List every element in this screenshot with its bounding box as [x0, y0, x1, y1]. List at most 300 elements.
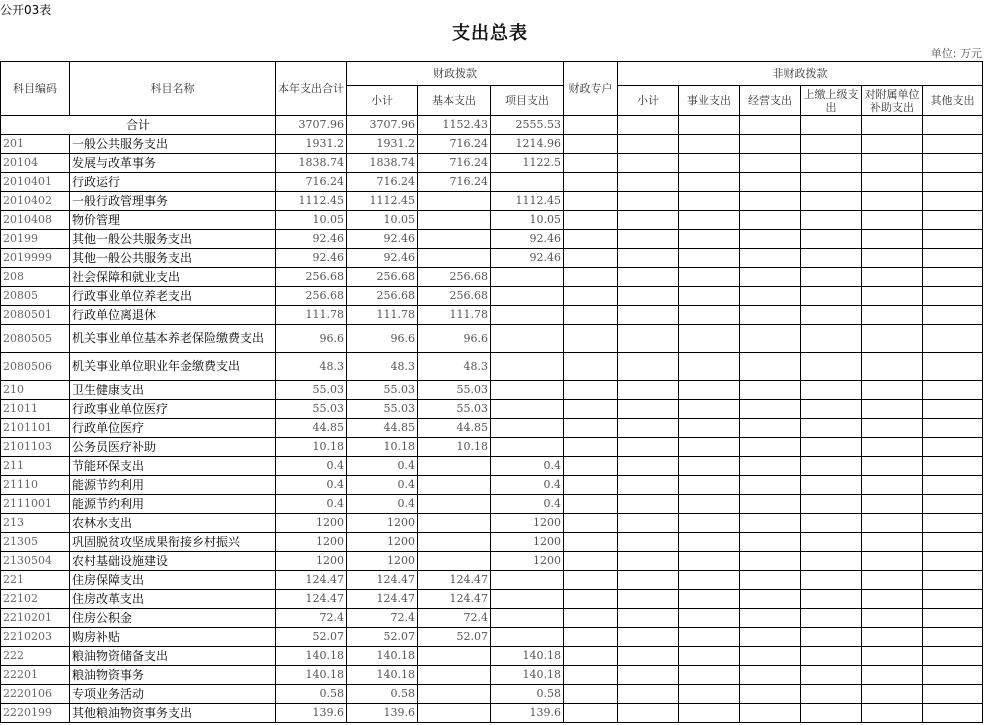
- cell: [618, 135, 679, 154]
- cell: [862, 325, 923, 353]
- cell: [923, 552, 983, 571]
- row-fiscal-project: 0.4: [491, 476, 564, 495]
- cell: [923, 476, 983, 495]
- table-row: [1, 135, 983, 154]
- row-fiscal-basic: [418, 476, 491, 495]
- row-code: 22102: [1, 590, 70, 609]
- row-fiscal-project: [491, 419, 564, 438]
- cell: [862, 154, 923, 173]
- table-row: [1, 704, 983, 723]
- cell: [740, 135, 801, 154]
- cell: [801, 685, 862, 704]
- cell: [564, 306, 618, 325]
- cell: [564, 438, 618, 457]
- cell: [679, 495, 740, 514]
- table-row: [1, 249, 983, 268]
- row-fiscal-project: 1122.5: [491, 154, 564, 173]
- cell: [679, 704, 740, 723]
- cell: [923, 325, 983, 353]
- row-code: 22201: [1, 666, 70, 685]
- total-fiscal-subtotal: 3707.96: [347, 116, 418, 135]
- cell: [740, 211, 801, 230]
- row-total: 55.03: [276, 400, 347, 419]
- row-total: 140.18: [276, 666, 347, 685]
- row-code: 2019999: [1, 249, 70, 268]
- row-code: 211: [1, 457, 70, 476]
- row-code: 21110: [1, 476, 70, 495]
- row-code: 2080505: [1, 325, 70, 353]
- table-row: [1, 353, 983, 381]
- row-name: 住房保障支出: [70, 571, 276, 590]
- cell: [618, 116, 679, 135]
- row-fiscal-subtotal: 716.24: [347, 173, 418, 192]
- table-row: [1, 628, 983, 647]
- row-total: 92.46: [276, 249, 347, 268]
- cell: [740, 609, 801, 628]
- row-name: 行政事业单位养老支出: [70, 287, 276, 306]
- cell: [679, 685, 740, 704]
- cell: [618, 666, 679, 685]
- row-total: 0.58: [276, 685, 347, 704]
- cell: [923, 514, 983, 533]
- row-fiscal-project: [491, 173, 564, 192]
- cell: [618, 495, 679, 514]
- cell: [923, 154, 983, 173]
- row-total: 72.4: [276, 609, 347, 628]
- cell: [801, 438, 862, 457]
- row-fiscal-project: [491, 306, 564, 325]
- row-code: 208: [1, 268, 70, 287]
- table-row: [1, 325, 983, 353]
- row-fiscal-basic: [418, 704, 491, 723]
- row-fiscal-basic: 44.85: [418, 419, 491, 438]
- header-row-1: [1, 62, 983, 86]
- row-name: 能源节约利用: [70, 476, 276, 495]
- row-fiscal-project: 1200: [491, 514, 564, 533]
- row-name: 其他一般公共服务支出: [70, 230, 276, 249]
- cell: [923, 173, 983, 192]
- cell: [801, 306, 862, 325]
- cell: [862, 704, 923, 723]
- cell: [740, 457, 801, 476]
- cell: [862, 211, 923, 230]
- cell: [740, 116, 801, 135]
- row-fiscal-basic: 10.18: [418, 438, 491, 457]
- row-fiscal-project: [491, 381, 564, 400]
- cell: [801, 400, 862, 419]
- row-fiscal-basic: 48.3: [418, 353, 491, 381]
- row-name: 卫生健康支出: [70, 381, 276, 400]
- cell: [679, 590, 740, 609]
- cell: [679, 628, 740, 647]
- row-code: 2210201: [1, 609, 70, 628]
- row-code: 20199: [1, 230, 70, 249]
- row-name: 机关事业单位基本养老保险缴费支出: [70, 325, 276, 353]
- cell: [862, 173, 923, 192]
- cell: [923, 419, 983, 438]
- table-row: [1, 457, 983, 476]
- cell: [564, 514, 618, 533]
- cell: [618, 325, 679, 353]
- row-name: 农村基础设施建设: [70, 552, 276, 571]
- cell: [801, 135, 862, 154]
- cell: [618, 154, 679, 173]
- cell: [564, 419, 618, 438]
- row-name: 粮油物资事务: [70, 666, 276, 685]
- total-fiscal-basic: 1152.43: [418, 116, 491, 135]
- cell: [618, 476, 679, 495]
- row-fiscal-subtotal: 124.47: [347, 590, 418, 609]
- cell: [801, 552, 862, 571]
- cell: [923, 192, 983, 211]
- cell: [740, 154, 801, 173]
- cell: [801, 514, 862, 533]
- cell: [923, 609, 983, 628]
- col-header-nonfiscal-operating: 经营支出: [740, 86, 801, 116]
- cell: [618, 514, 679, 533]
- table-row: [1, 438, 983, 457]
- table-row: [1, 211, 983, 230]
- row-fiscal-subtotal: 1200: [347, 533, 418, 552]
- cell: [679, 400, 740, 419]
- row-name: 一般行政管理事务: [70, 192, 276, 211]
- row-name: 行政单位离退休: [70, 306, 276, 325]
- cell: [618, 192, 679, 211]
- cell: [801, 287, 862, 306]
- row-fiscal-project: [491, 400, 564, 419]
- row-fiscal-basic: [418, 533, 491, 552]
- cell: [862, 609, 923, 628]
- row-code: 213: [1, 514, 70, 533]
- row-name: 粮油物资储备支出: [70, 647, 276, 666]
- row-fiscal-basic: 716.24: [418, 173, 491, 192]
- row-code: 21305: [1, 533, 70, 552]
- cell: [679, 419, 740, 438]
- row-fiscal-project: [491, 353, 564, 381]
- row-fiscal-subtotal: 0.58: [347, 685, 418, 704]
- cell: [618, 249, 679, 268]
- row-fiscal-basic: 124.47: [418, 571, 491, 590]
- cell: [923, 704, 983, 723]
- row-code: 2220106: [1, 685, 70, 704]
- cell: [801, 476, 862, 495]
- row-total: 10.05: [276, 211, 347, 230]
- cell: [801, 457, 862, 476]
- table-row: [1, 609, 983, 628]
- row-fiscal-basic: [418, 495, 491, 514]
- row-fiscal-subtotal: 124.47: [347, 571, 418, 590]
- row-name: 节能环保支出: [70, 457, 276, 476]
- row-code: 210: [1, 381, 70, 400]
- row-name: 物价管理: [70, 211, 276, 230]
- row-fiscal-project: 1112.45: [491, 192, 564, 211]
- table-row: [1, 476, 983, 495]
- cell: [618, 419, 679, 438]
- col-header-nonfiscal-subsidy: 对附属单位补助支出: [862, 86, 923, 116]
- col-header-nonfiscal-other: 其他支出: [923, 86, 983, 116]
- row-fiscal-basic: 256.68: [418, 268, 491, 287]
- cell: [740, 192, 801, 211]
- cell: [801, 647, 862, 666]
- cell: [862, 552, 923, 571]
- cell: [923, 135, 983, 154]
- row-code: 20805: [1, 287, 70, 306]
- row-total: 1200: [276, 514, 347, 533]
- row-fiscal-subtotal: 52.07: [347, 628, 418, 647]
- cell: [564, 381, 618, 400]
- row-fiscal-subtotal: 140.18: [347, 647, 418, 666]
- cell: [618, 230, 679, 249]
- row-fiscal-subtotal: 111.78: [347, 306, 418, 325]
- cell: [618, 590, 679, 609]
- cell: [740, 571, 801, 590]
- col-header-fiscal-group: 财政拨款: [347, 62, 564, 86]
- cell: [679, 211, 740, 230]
- col-header-total: 本年支出合计: [276, 62, 347, 116]
- row-name: 行政运行: [70, 173, 276, 192]
- table-row: [1, 173, 983, 192]
- row-total: 140.18: [276, 647, 347, 666]
- row-total: 10.18: [276, 438, 347, 457]
- cell: [801, 268, 862, 287]
- cell: [679, 135, 740, 154]
- row-fiscal-project: [491, 609, 564, 628]
- row-fiscal-project: [491, 438, 564, 457]
- cell: [679, 268, 740, 287]
- cell: [679, 353, 740, 381]
- row-name: 其他一般公共服务支出: [70, 249, 276, 268]
- cell: [801, 590, 862, 609]
- row-code: 2080506: [1, 353, 70, 381]
- cell: [740, 381, 801, 400]
- cell: [564, 647, 618, 666]
- table-row: [1, 419, 983, 438]
- cell: [618, 571, 679, 590]
- row-fiscal-project: [491, 287, 564, 306]
- table-row: [1, 306, 983, 325]
- table-row: [1, 533, 983, 552]
- row-name: 一般公共服务支出: [70, 135, 276, 154]
- row-total: 44.85: [276, 419, 347, 438]
- cell: [618, 306, 679, 325]
- row-code: 2111001: [1, 495, 70, 514]
- cell: [801, 628, 862, 647]
- col-header-fiscal-basic: 基本支出: [418, 86, 491, 116]
- row-code: 201: [1, 135, 70, 154]
- col-header-fiscal-special: 财政专户: [564, 62, 618, 116]
- cell: [923, 268, 983, 287]
- row-fiscal-basic: 72.4: [418, 609, 491, 628]
- row-name: 行政事业单位医疗: [70, 400, 276, 419]
- row-fiscal-basic: [418, 666, 491, 685]
- cell: [862, 438, 923, 457]
- total-label: 合计: [1, 116, 276, 135]
- cell: [618, 647, 679, 666]
- cell: [679, 154, 740, 173]
- cell: [618, 685, 679, 704]
- cell: [618, 552, 679, 571]
- row-fiscal-basic: [418, 249, 491, 268]
- row-fiscal-basic: 716.24: [418, 154, 491, 173]
- cell: [740, 306, 801, 325]
- cell: [618, 457, 679, 476]
- total-fiscal-project: 2555.53: [491, 116, 564, 135]
- table-row: [1, 495, 983, 514]
- col-header-nonfiscal-upper: 上缴上级支出: [801, 86, 862, 116]
- cell: [564, 173, 618, 192]
- row-fiscal-project: [491, 590, 564, 609]
- cell: [564, 211, 618, 230]
- cell: [862, 230, 923, 249]
- cell: [862, 647, 923, 666]
- cell: [923, 306, 983, 325]
- cell: [679, 552, 740, 571]
- row-total: 0.4: [276, 476, 347, 495]
- cell: [740, 628, 801, 647]
- cell: [618, 268, 679, 287]
- row-name: 专项业务活动: [70, 685, 276, 704]
- row-name: 能源节约利用: [70, 495, 276, 514]
- cell: [740, 514, 801, 533]
- row-fiscal-basic: [418, 514, 491, 533]
- row-fiscal-project: 92.46: [491, 230, 564, 249]
- cell: [679, 116, 740, 135]
- cell: [564, 249, 618, 268]
- cell: [679, 609, 740, 628]
- cell: [564, 590, 618, 609]
- table-row: [1, 268, 983, 287]
- row-fiscal-project: [491, 325, 564, 353]
- cell: [564, 552, 618, 571]
- cell: [801, 230, 862, 249]
- cell: [923, 590, 983, 609]
- row-fiscal-project: 1200: [491, 552, 564, 571]
- table-row: [1, 647, 983, 666]
- unit-label: 单位: 万元: [930, 47, 982, 60]
- cell: [923, 533, 983, 552]
- cell: [679, 666, 740, 685]
- cell: [618, 287, 679, 306]
- row-total: 1931.2: [276, 135, 347, 154]
- row-name: 其他粮油物资事务支出: [70, 704, 276, 723]
- cell: [618, 438, 679, 457]
- cell: [801, 704, 862, 723]
- row-total: 139.6: [276, 704, 347, 723]
- cell: [740, 647, 801, 666]
- row-name: 购房补贴: [70, 628, 276, 647]
- cell: [862, 666, 923, 685]
- row-code: 2080501: [1, 306, 70, 325]
- cell: [923, 211, 983, 230]
- row-fiscal-basic: 55.03: [418, 400, 491, 419]
- row-code: 2010402: [1, 192, 70, 211]
- row-fiscal-subtotal: 1931.2: [347, 135, 418, 154]
- cell: [564, 287, 618, 306]
- row-total: 0.4: [276, 457, 347, 476]
- row-fiscal-project: [491, 628, 564, 647]
- cell: [679, 457, 740, 476]
- cell: [679, 230, 740, 249]
- cell: [618, 211, 679, 230]
- cell: [862, 268, 923, 287]
- table-row: [1, 192, 983, 211]
- row-fiscal-subtotal: 140.18: [347, 666, 418, 685]
- row-fiscal-project: [491, 268, 564, 287]
- cell: [564, 495, 618, 514]
- col-header-fiscal-project: 项目支出: [491, 86, 564, 116]
- cell: [862, 116, 923, 135]
- row-name: 行政单位医疗: [70, 419, 276, 438]
- col-header-nonfiscal-business: 事业支出: [679, 86, 740, 116]
- row-total: 0.4: [276, 495, 347, 514]
- row-total: 92.46: [276, 230, 347, 249]
- form-id-label: 公开03表: [0, 3, 52, 17]
- row-fiscal-project: 140.18: [491, 647, 564, 666]
- cell: [923, 571, 983, 590]
- row-fiscal-basic: [418, 552, 491, 571]
- row-fiscal-basic: [418, 192, 491, 211]
- cell: [740, 325, 801, 353]
- table-row: [1, 381, 983, 400]
- row-fiscal-project: [491, 571, 564, 590]
- cell: [862, 400, 923, 419]
- row-code: 2010408: [1, 211, 70, 230]
- cell: [740, 173, 801, 192]
- cell: [740, 287, 801, 306]
- cell: [679, 249, 740, 268]
- cell: [862, 590, 923, 609]
- row-fiscal-subtotal: 256.68: [347, 268, 418, 287]
- row-fiscal-project: 140.18: [491, 666, 564, 685]
- row-name: 公务员医疗补助: [70, 438, 276, 457]
- cell: [564, 400, 618, 419]
- cell: [618, 353, 679, 381]
- row-code: 221: [1, 571, 70, 590]
- cell: [679, 173, 740, 192]
- cell: [923, 400, 983, 419]
- cell: [618, 173, 679, 192]
- cell: [923, 628, 983, 647]
- row-fiscal-subtotal: 96.6: [347, 325, 418, 353]
- cell: [862, 533, 923, 552]
- table-row: [1, 590, 983, 609]
- cell: [923, 495, 983, 514]
- cell: [923, 381, 983, 400]
- cell: [740, 476, 801, 495]
- cell: [618, 609, 679, 628]
- cell: [801, 353, 862, 381]
- cell: [862, 192, 923, 211]
- row-fiscal-basic: [418, 457, 491, 476]
- row-fiscal-subtotal: 1112.45: [347, 192, 418, 211]
- cell: [862, 306, 923, 325]
- col-header-name: 科目名称: [70, 62, 276, 116]
- row-fiscal-basic: 124.47: [418, 590, 491, 609]
- table-row: [1, 400, 983, 419]
- cell: [564, 192, 618, 211]
- row-fiscal-subtotal: 55.03: [347, 400, 418, 419]
- cell: [801, 571, 862, 590]
- row-total: 1838.74: [276, 154, 347, 173]
- cell: [801, 211, 862, 230]
- cell: [564, 230, 618, 249]
- row-fiscal-basic: 716.24: [418, 135, 491, 154]
- row-total: 256.68: [276, 268, 347, 287]
- row-fiscal-basic: 96.6: [418, 325, 491, 353]
- row-fiscal-basic: 55.03: [418, 381, 491, 400]
- cell: [923, 438, 983, 457]
- row-fiscal-subtotal: 10.18: [347, 438, 418, 457]
